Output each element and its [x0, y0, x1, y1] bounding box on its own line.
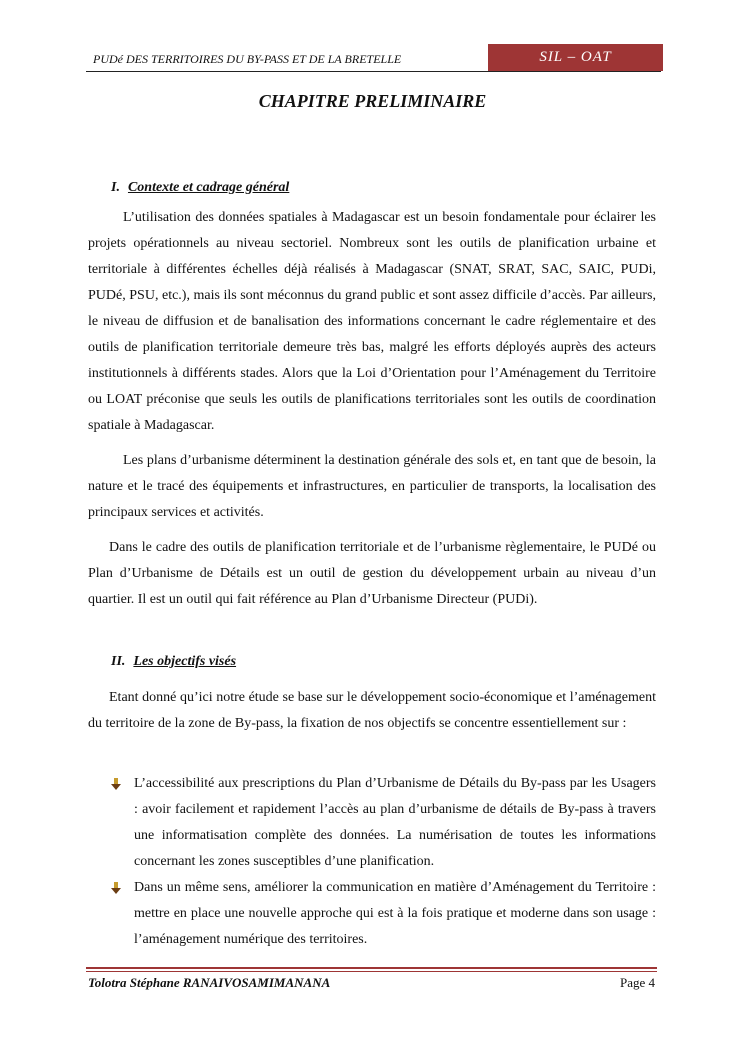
list-item	[110, 771, 656, 875]
header-divider	[86, 71, 661, 72]
section-number: II.	[111, 654, 126, 669]
footer-divider	[86, 967, 657, 969]
bullet-text: Dans un même sens, améliorer la communication en matière d’Aménagement du Territoire : mettre en place une nouvelle approche qui est à la fois pratique et moderne dans son usage : l’aménagement numérique des territoires.	[134, 880, 656, 947]
section-heading-2	[111, 654, 236, 670]
footer-author: Tolotra Stéphane RANAIVOSAMIMANANA	[88, 975, 331, 990]
list-item	[110, 875, 656, 953]
chapter-title: CHAPITRE PRELIMINAIRE	[258, 91, 487, 111]
bullet-arrow-icon	[111, 882, 121, 894]
paragraph: L’utilisation des données spatiales à Madagascar est un besoin fondamentale pour éclairer les projets opérationnels au niveau sectoriel. Nombreux sont les outils de planification urbaine et territoriale à différentes échelles déjà réalisés à Madagascar (SNAT, SRAT, SAC, SAIC, PUDi, PUDé, PSU, etc.), mais ils sont méconnus du grand public et sont assez difficile d’accès. Par ailleurs, le niveau de diffusion et de banalisation des informations concernant le cadre réglementaire et des outils de planification territoriale demeure très bas, malgré les efforts déployés auprès des acteurs institutionnels à différents stades. Alors que la Loi d’Orientation pour l’Aménagement du Territoire ou LOAT préconise que seuls les outils de planifications territoriales sont les outils de coordination spatiale à Madagascar.	[88, 210, 656, 433]
section-number: I.	[111, 180, 120, 195]
page-number: Page 4	[619, 975, 655, 990]
paragraph: Dans le cadre des outils de planification territoriale et de l’urbanisme règlementaire, le PUDé ou Plan d’Urbanisme de Détails est un outil de gestion du développement urbain au niveau d’un quartier. Il est un outil qui fait référence au Plan d’Urbanisme Directeur (PUDi).	[88, 540, 656, 607]
bullet-arrow-icon	[111, 778, 121, 790]
paragraph: Les plans d’urbanisme déterminent la destination générale des sols et, en tant que de besoin, la nature et le tracé des équipements et infrastructures, en particulier de transports, la localisation des principaux services et activités.	[88, 453, 656, 520]
section-title: Les objectifs visés	[133, 654, 237, 669]
header-badge: SIL – OAT	[488, 44, 663, 71]
paragraph: Etant donné qu’ici notre étude se base sur le développement socio-économique et l’aménagement du territoire de la zone de By-pass, la fixation de nos objectifs se concentre essentiellement sur :	[88, 690, 656, 731]
header-title: PUDé DES TERRITOIRES DU BY-PASS ET DE LA BRETELLE	[93, 52, 402, 66]
section-heading-1	[111, 180, 289, 196]
objectives-list	[110, 771, 656, 953]
footer-divider-thin	[86, 971, 657, 972]
section-title: Contexte et cadrage général	[127, 180, 290, 195]
bullet-text: L’accessibilité aux prescriptions du Plan d’Urbanisme de Détails du By-pass par les Usagers : avoir facilement et rapidement l’accès au plan d’urbanisme de détails de By-pass à travers une informatisation complète des données. La numérisation de toutes les informations concernant les zones susceptibles d’une planification.	[134, 776, 656, 869]
